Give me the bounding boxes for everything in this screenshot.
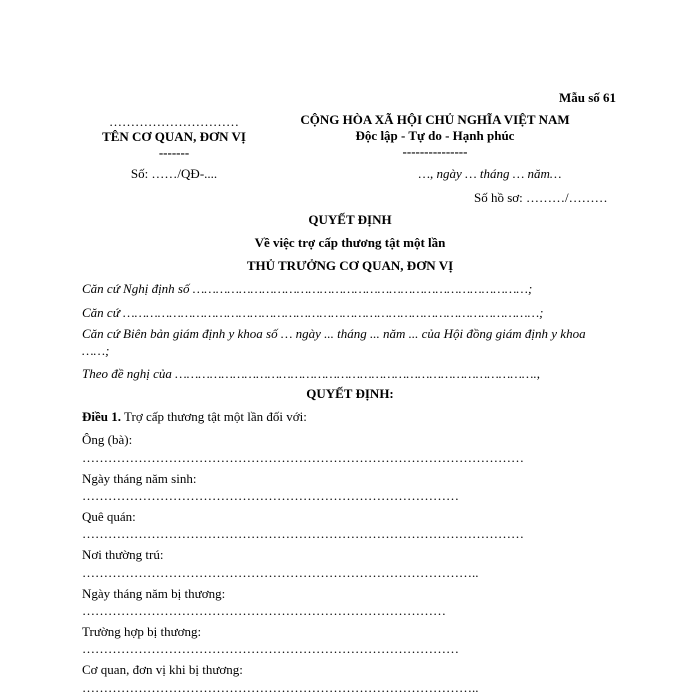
field-unit-label: Cơ quan, đơn vị khi bị thương:: [82, 662, 243, 677]
basis-medical-record: Căn cứ Biên bản giám định y khoa số … ngày ... tháng ... năm ... của Hội đồng giám định y khoa: [82, 326, 586, 341]
authority-title: THỦ TRƯỞNG CƠ QUAN, ĐƠN VỊ: [246, 258, 454, 273]
form-number: Mẫu số 61: [558, 90, 616, 105]
agency-dash: -------: [158, 145, 190, 160]
agency-dots: …………………………: [109, 114, 239, 129]
field-dob-dots: ……………………………………………………………………………: [82, 488, 459, 503]
motto-dash: ---------------: [402, 144, 468, 159]
field-residence-label: Nơi thường trú:: [82, 547, 164, 562]
agency-name: TÊN CƠ QUAN, ĐƠN VỊ: [102, 129, 246, 144]
motto: Độc lập - Tự do - Hạnh phúc: [355, 128, 515, 143]
basis-general: Căn cứ ………………………………………………………………………………………………;: [82, 305, 544, 320]
field-name-label: Ông (bà):: [82, 432, 133, 447]
decision-subject: Về việc trợ cấp thương tật một lần: [254, 235, 446, 250]
field-residence-dots: ………………………………………………………………………………..: [82, 565, 479, 580]
article-1-text: Trợ cấp thương tật một lần đối với:: [121, 409, 307, 424]
decision-number: Số: ……/QĐ-....: [130, 166, 218, 181]
field-name-dots: …………………………………………………………………………………………: [82, 450, 524, 465]
basis-medical-record-cont: ……;: [82, 343, 110, 358]
field-dob-label: Ngày tháng năm sinh:: [82, 471, 197, 486]
article-1-label: Điều 1.: [82, 409, 121, 424]
field-injury-date-label: Ngày tháng năm bị thương:: [82, 586, 226, 601]
decision-title: QUYẾT ĐỊNH: [308, 212, 392, 227]
field-unit-dots: ………………………………………………………………………………..: [82, 680, 479, 695]
country-name: CỘNG HÒA XÃ HỘI CHỦ NGHĨA VIỆT NAM: [300, 112, 570, 127]
date-line: …, ngày … tháng … năm…: [418, 166, 562, 181]
field-hometown-dots: …………………………………………………………………………………………: [82, 526, 524, 541]
basis-decree: Căn cứ Nghị định số ……………………………………………………………………………;: [82, 281, 533, 296]
field-injury-case-label: Trường hợp bị thương:: [82, 624, 202, 639]
article-1: [82, 409, 307, 425]
decision-heading: QUYẾT ĐỊNH:: [306, 386, 394, 401]
basis-proposal: Theo đề nghị của ………………………………………………………………………………….,: [82, 366, 540, 381]
field-injury-case-dots: ……………………………………………………………………………: [82, 641, 459, 656]
field-injury-date-dots: …………………………………………………………………………: [82, 603, 446, 618]
file-number: Số hồ sơ: ………/………: [474, 190, 608, 205]
field-hometown-label: Quê quán:: [82, 509, 136, 524]
